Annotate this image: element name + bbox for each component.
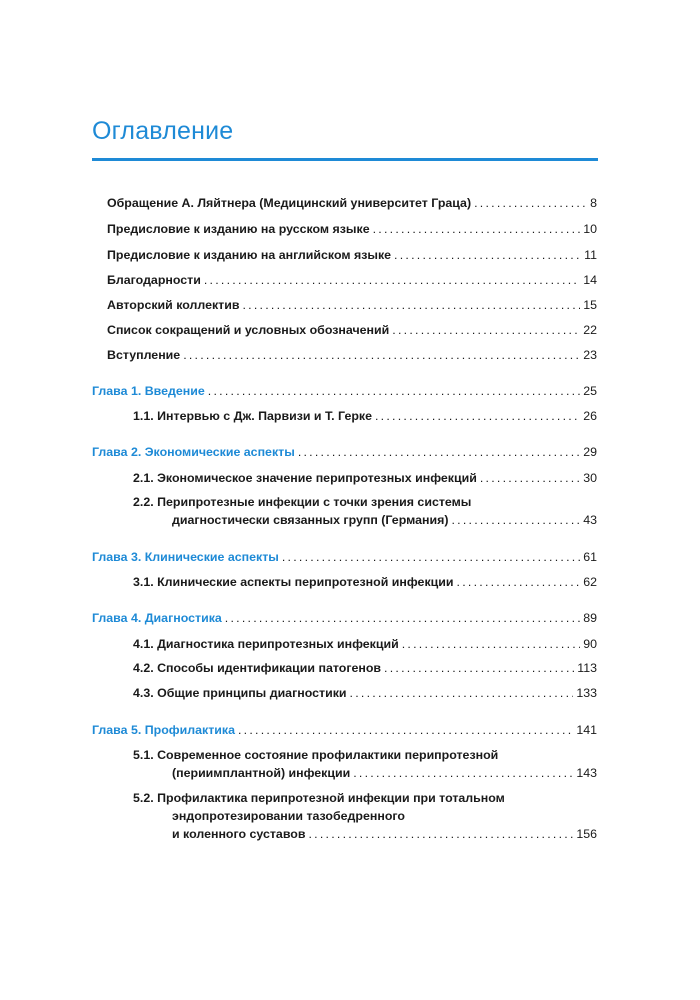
toc-section-4-3-page-number: 133: [576, 686, 597, 700]
toc-section-5-2-label: и коленного суставов: [172, 827, 306, 841]
dot-leader: [373, 221, 581, 238]
toc-chapter-4-page-number: 89: [583, 611, 597, 625]
page-title: Оглавление: [92, 117, 234, 145]
toc-chapter-1[interactable]: [92, 383, 597, 400]
dot-leader: [457, 574, 581, 591]
toc-section-2-1[interactable]: [133, 470, 597, 487]
toc-section-5-2[interactable]: [172, 826, 597, 843]
toc-section-4-1[interactable]: [133, 636, 597, 653]
toc-section-5-2-line-1[interactable]: 5.2. Профилактика перипротезной инфекции при тотальном: [133, 791, 505, 805]
toc-section-5-1[interactable]: [172, 765, 597, 782]
dot-leader: [402, 636, 580, 653]
toc-chapter-2-label: Глава 2. Экономические аспекты: [92, 445, 295, 459]
dot-leader: [225, 610, 580, 627]
toc-section-4-2[interactable]: [133, 660, 597, 677]
toc-front-item-4[interactable]: [107, 297, 597, 314]
toc-section-5-2-line-2[interactable]: эндопротезировании тазобедренного: [172, 809, 405, 823]
dot-leader: [384, 660, 574, 677]
toc-chapter-3-label: Глава 3. Клинические аспекты: [92, 550, 279, 564]
dot-leader: [480, 470, 580, 487]
dot-leader: [350, 685, 574, 702]
toc-section-1-1[interactable]: [133, 408, 597, 425]
toc-section-4-1-label: 4.1. Диагностика перипротезных инфекций: [133, 637, 399, 651]
toc-section-2-2-page-number: 43: [583, 513, 597, 527]
dot-leader: [394, 247, 581, 264]
toc-front-item-3-page-number: 14: [583, 273, 597, 287]
toc-chapter-2[interactable]: [92, 444, 597, 461]
toc-section-3-1[interactable]: [133, 574, 597, 591]
toc-section-5-1-page-number: 143: [576, 766, 597, 780]
toc-front-item-6-label: Вступление: [107, 348, 181, 362]
toc-front-item-3-label: Благодарности: [107, 273, 201, 287]
toc-front-item-0[interactable]: [107, 195, 597, 212]
toc-section-2-2[interactable]: [172, 512, 597, 529]
dot-leader: [308, 826, 573, 843]
toc-section-4-2-label: 4.2. Способы идентификации патогенов: [133, 661, 382, 675]
toc-front-item-1[interactable]: [107, 221, 597, 238]
dot-leader: [208, 383, 580, 400]
dot-leader: [183, 347, 580, 364]
toc-section-4-1-page-number: 90: [583, 637, 597, 651]
toc-section-5-1-line-1[interactable]: 5.1. Современное состояние профилактики перипротезной: [133, 748, 499, 762]
toc-front-item-2[interactable]: [107, 247, 597, 264]
title-divider: [92, 158, 598, 161]
toc-front-item-6[interactable]: [107, 347, 597, 364]
toc-section-4-2-page-number: 113: [577, 661, 597, 675]
toc-front-item-6-page-number: 23: [583, 348, 597, 362]
toc-front-item-0-label: Обращение А. Ляйтнера (Медицинский университет Граца): [107, 196, 472, 210]
toc-chapter-5[interactable]: [92, 722, 597, 739]
toc-chapter-4[interactable]: [92, 610, 597, 627]
toc-chapter-1-page-number: 25: [583, 384, 597, 398]
toc-front-item-1-page-number: 10: [583, 222, 597, 236]
toc-front-item-5[interactable]: [107, 322, 597, 339]
toc-section-3-1-label: 3.1. Клинические аспекты перипротезной инфекции: [133, 575, 454, 589]
dot-leader: [474, 195, 587, 212]
dot-leader: [243, 297, 581, 314]
dot-leader: [375, 408, 580, 425]
toc-section-2-1-label: 2.1. Экономическое значение перипротезных инфекций: [133, 471, 477, 485]
toc-front-item-5-label: Список сокращений и условных обозначений: [107, 323, 390, 337]
toc-front-item-1-label: Предисловие к изданию на русском языке: [107, 222, 370, 236]
toc-section-4-3[interactable]: [133, 685, 597, 702]
toc-front-item-3[interactable]: [107, 272, 597, 289]
dot-leader: [392, 322, 580, 339]
toc-section-4-3-label: 4.3. Общие принципы диагностики: [133, 686, 347, 700]
toc-section-3-1-page-number: 62: [583, 575, 597, 589]
toc-chapter-5-page-number: 141: [576, 723, 597, 737]
toc-section-5-2-page-number: 156: [576, 827, 597, 841]
toc-section-2-1-page-number: 30: [583, 471, 597, 485]
toc-front-item-4-page-number: 15: [583, 298, 597, 312]
dot-leader: [204, 272, 580, 289]
toc-front-item-0-page-number: 8: [590, 196, 597, 210]
toc-chapter-5-label: Глава 5. Профилактика: [92, 723, 235, 737]
dot-leader: [238, 722, 573, 739]
toc-chapter-4-label: Глава 4. Диагностика: [92, 611, 222, 625]
dot-leader: [298, 444, 580, 461]
toc-front-item-2-label: Предисловие к изданию на английском языке: [107, 248, 392, 262]
toc-section-5-1-label: (периимплантной) инфекции: [172, 766, 351, 780]
dot-leader: [282, 549, 580, 566]
toc-section-1-1-label: 1.1. Интервью с Дж. Парвизи и Т. Герке: [133, 409, 372, 423]
toc-front-item-5-page-number: 22: [583, 323, 597, 337]
toc-chapter-1-label: Глава 1. Введение: [92, 384, 205, 398]
toc-chapter-2-page-number: 29: [583, 445, 597, 459]
toc-chapter-3-page-number: 61: [583, 550, 597, 564]
toc-section-2-2-label: диагностически связанных групп (Германия): [172, 513, 449, 527]
toc-front-item-4-label: Авторский коллектив: [107, 298, 240, 312]
toc-front-item-2-page-number: 11: [584, 248, 597, 262]
toc-chapter-3[interactable]: [92, 549, 597, 566]
toc-section-2-2-line-1[interactable]: 2.2. Перипротезные инфекции с точки зрения системы: [133, 495, 472, 509]
dot-leader: [451, 512, 580, 529]
dot-leader: [353, 765, 573, 782]
toc-section-1-1-page-number: 26: [583, 409, 597, 423]
